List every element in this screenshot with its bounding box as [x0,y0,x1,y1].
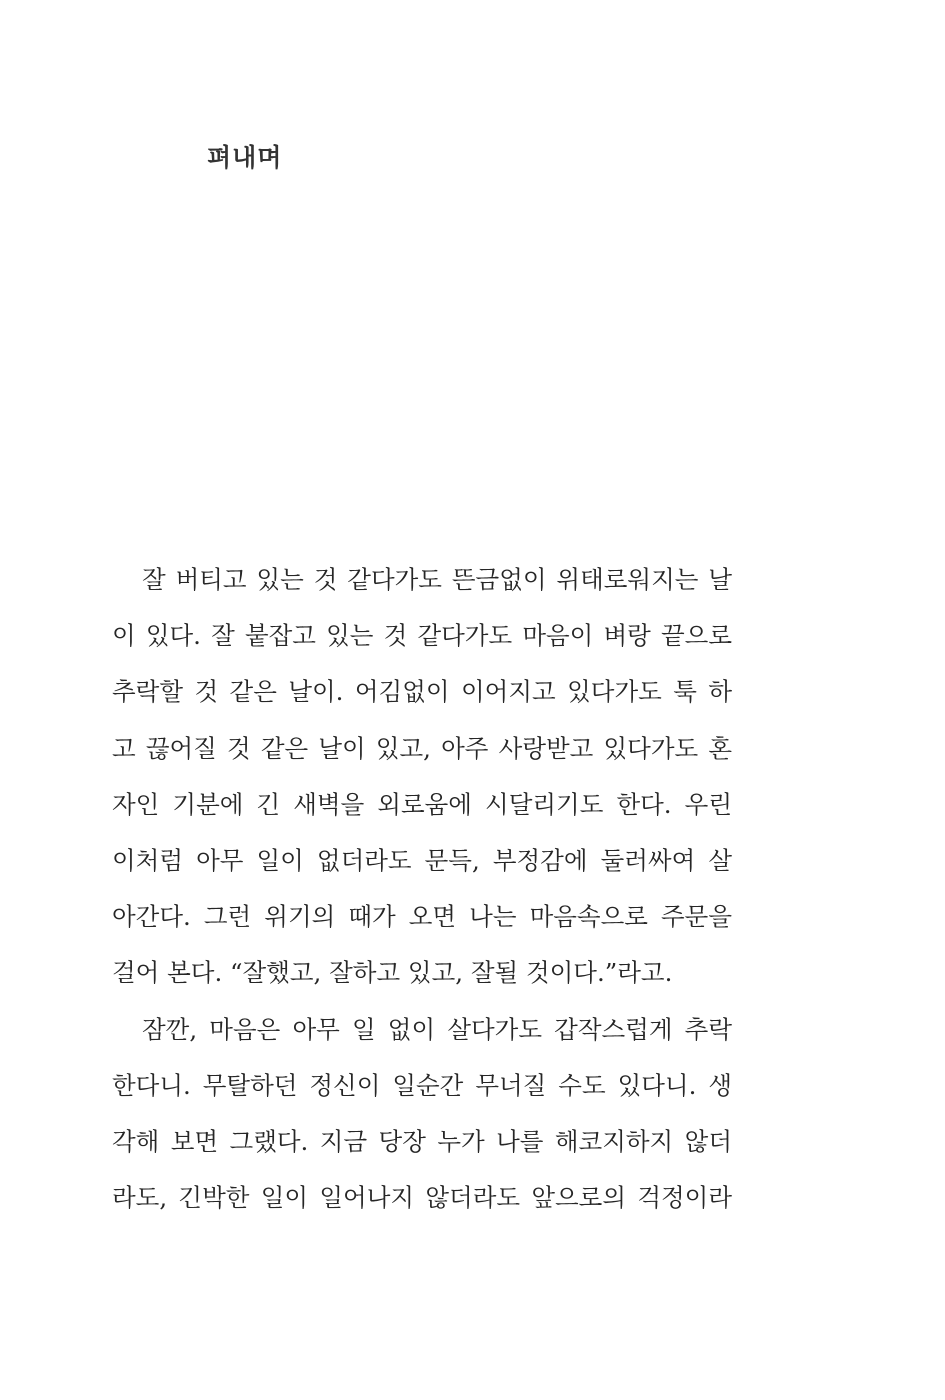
text-line: 걸어 본다. “잘했고, 잘하고 있고, 잘될 것이다.”라고. [112,958,673,988]
text-line: 이처럼 아무 일이 없더라도 문득, 부정감에 둘러싸여 살 [112,845,732,875]
text-line: 자인 기분에 긴 새벽을 외로움에 시달리기도 한다. 우린 [112,789,732,819]
text-line: 추락할 것 같은 날이. 어김없이 이어지고 있다가도 툭 하 [112,677,732,707]
text-line: 잠깐, 마음은 아무 일 없이 살다가도 갑작스럽게 추락 [142,1014,732,1044]
text-line: 라도, 긴박한 일이 일어나지 않더라도 앞으로의 걱정이라 [112,1183,732,1213]
text-line: 고 끊어질 것 같은 날이 있고, 아주 사랑받고 있다가도 혼 [112,733,732,763]
page-heading: 펴내며 [207,143,283,172]
text-line: 아간다. 그런 위기의 때가 오면 나는 마음속으로 주문을 [112,902,732,932]
text-line: 이 있다. 잘 붙잡고 있는 것 같다가도 마음이 벼랑 끝으로 [112,621,732,651]
text-line: 한다니. 무탈하던 정신이 일순간 무너질 수도 있다니. 생 [112,1070,732,1100]
text-line: 각해 보면 그랬다. 지금 당장 누가 나를 해코지하지 않더 [112,1126,732,1156]
body-text [112,558,732,1232]
text-line: 잘 버티고 있는 것 같다가도 뜬금없이 위태로워지는 날 [142,565,732,594]
